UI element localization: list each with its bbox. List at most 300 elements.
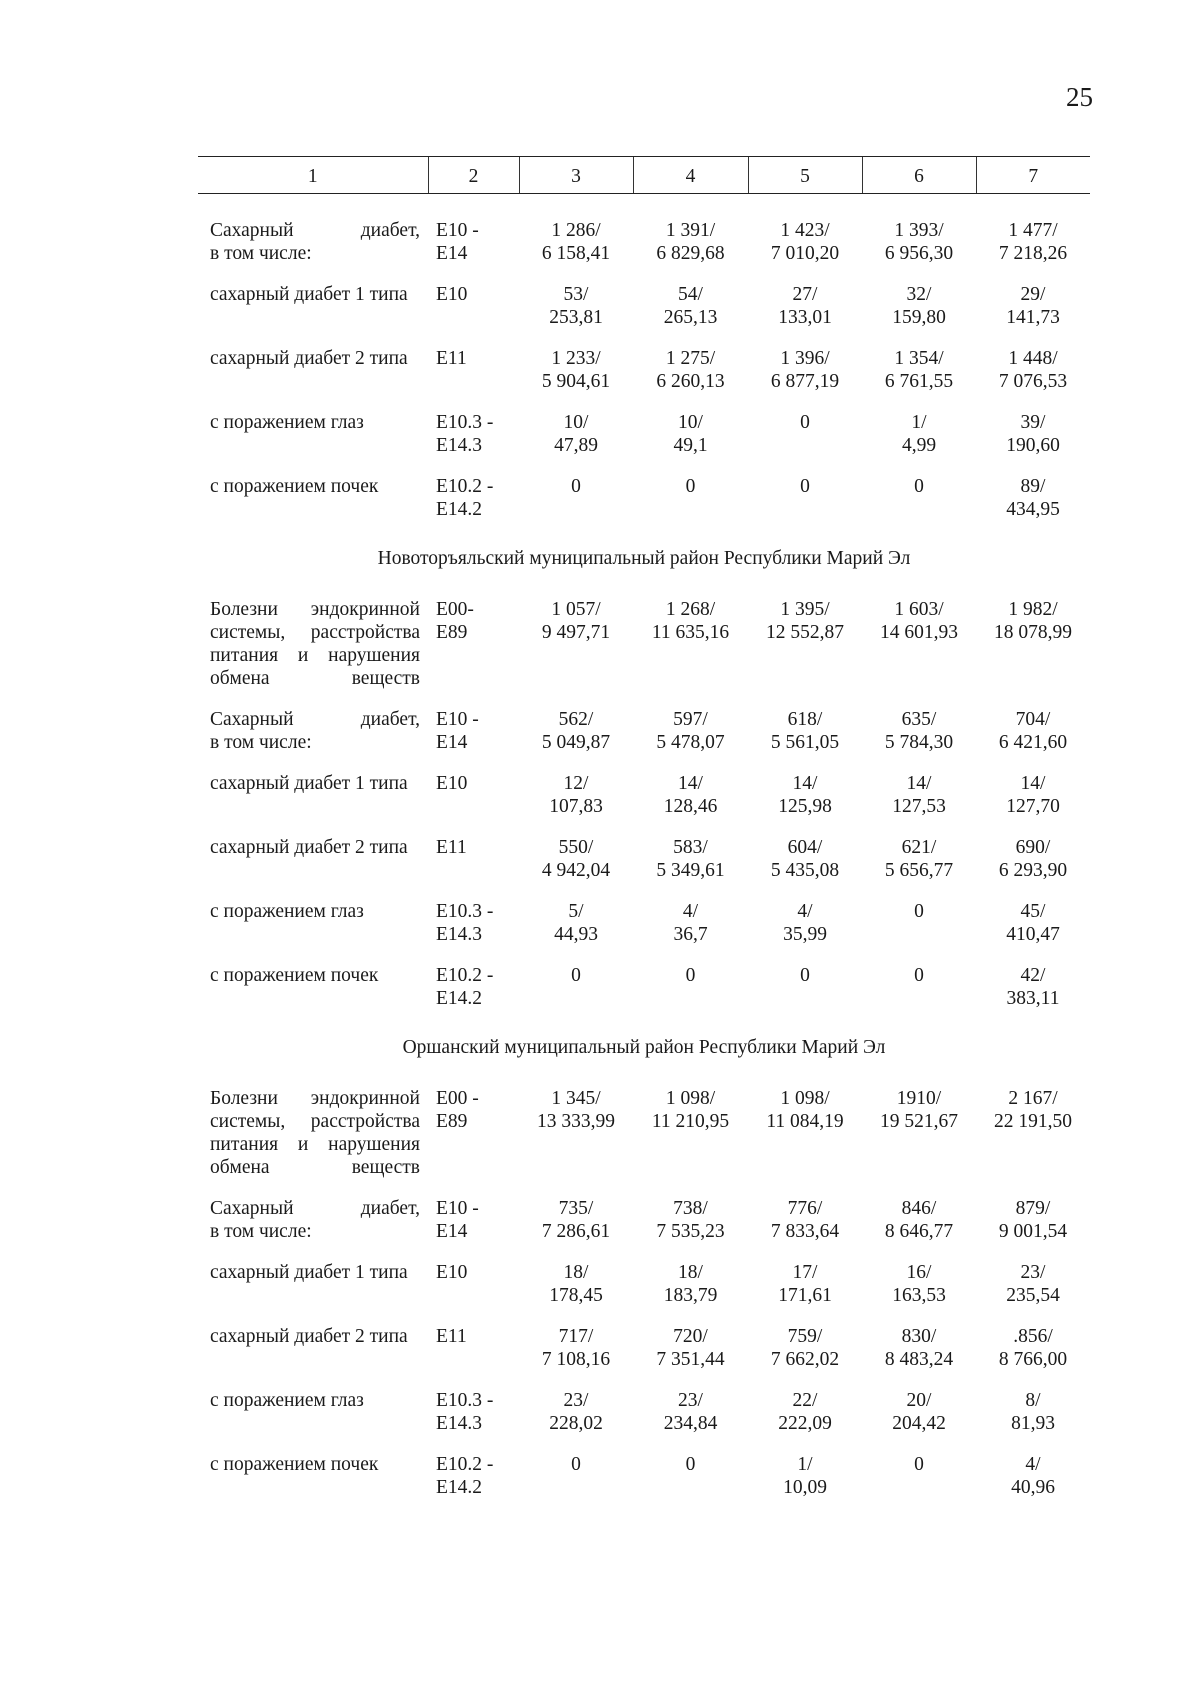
row-label-line: питания и нарушения bbox=[210, 645, 420, 666]
value-cell bbox=[976, 1197, 1090, 1261]
value-cell bbox=[748, 283, 862, 347]
row-label-line: обмена веществ bbox=[210, 668, 420, 689]
rate-value: 7 662,02 bbox=[770, 1349, 840, 1370]
value-cell bbox=[633, 283, 748, 347]
absolute-value: 18/ bbox=[678, 1262, 703, 1283]
district-heading: Новоторъяльский муниципальный район Республики Марий Эл bbox=[377, 548, 911, 569]
rate-value: 7 076,53 bbox=[998, 371, 1068, 392]
table-row bbox=[198, 1325, 1090, 1389]
absolute-value: 2 167/ bbox=[1008, 1088, 1058, 1109]
icd-code-line: E11 bbox=[436, 837, 467, 858]
row-label-cell bbox=[198, 900, 428, 964]
icd-code-cell bbox=[428, 283, 519, 347]
absolute-value: 32/ bbox=[906, 284, 932, 305]
absolute-value: 0 bbox=[800, 476, 810, 497]
rate-value: 159,80 bbox=[892, 307, 946, 328]
value-cell bbox=[862, 475, 976, 539]
absolute-value: 0 bbox=[914, 476, 924, 497]
absolute-value: 22/ bbox=[792, 1390, 818, 1411]
row-label-cell bbox=[198, 194, 428, 284]
row-label-line: с поражением глаз bbox=[210, 901, 364, 922]
rate-value: 4 942,04 bbox=[541, 860, 611, 881]
icd-code-cell bbox=[428, 347, 519, 411]
value-cell bbox=[519, 598, 633, 708]
value-cell bbox=[976, 598, 1090, 708]
value-cell bbox=[633, 194, 748, 284]
absolute-value: 690/ bbox=[1015, 837, 1051, 858]
rate-value: 265,13 bbox=[663, 307, 718, 328]
rate-value: 5 349,61 bbox=[656, 860, 725, 881]
table-row bbox=[198, 964, 1090, 1028]
value-cell bbox=[748, 1325, 862, 1389]
icd-code-line: E14.3 bbox=[436, 435, 483, 456]
icd-code-line: E10.2 - bbox=[436, 965, 494, 986]
absolute-value: 717/ bbox=[558, 1326, 594, 1347]
rate-value: 178,45 bbox=[549, 1285, 603, 1306]
row-label-line: сахарный диабет 2 типа bbox=[210, 1326, 408, 1347]
rate-value: 5 435,08 bbox=[770, 860, 840, 881]
rate-value: 6 293,90 bbox=[998, 860, 1068, 881]
row-label-cell bbox=[198, 475, 428, 539]
value-cell bbox=[976, 836, 1090, 900]
rate-value: 410,47 bbox=[1006, 924, 1060, 945]
value-cell bbox=[633, 411, 748, 475]
row-label-cell bbox=[198, 347, 428, 411]
column-header: 5 bbox=[748, 157, 862, 194]
table-row bbox=[198, 411, 1090, 475]
value-cell bbox=[976, 1389, 1090, 1453]
absolute-value: 39/ bbox=[1020, 412, 1046, 433]
value-cell bbox=[748, 708, 862, 772]
row-label-cell bbox=[198, 1389, 428, 1453]
absolute-value: 621/ bbox=[901, 837, 937, 858]
row-label-line: сахарный диабет 2 типа bbox=[210, 837, 408, 858]
rate-value: 253,81 bbox=[549, 307, 603, 328]
column-header: 3 bbox=[519, 157, 633, 194]
absolute-value: 1 275/ bbox=[665, 348, 716, 369]
table-row bbox=[198, 1389, 1090, 1453]
absolute-value: 54/ bbox=[678, 284, 703, 305]
icd-code-line: E14.3 bbox=[436, 924, 483, 945]
rate-value: 5 478,07 bbox=[656, 732, 725, 753]
value-cell bbox=[519, 836, 633, 900]
absolute-value: 1 477/ bbox=[1008, 220, 1058, 241]
district-heading-row bbox=[198, 539, 1090, 598]
icd-code-cell bbox=[428, 1453, 519, 1517]
row-label-cell bbox=[198, 708, 428, 772]
absolute-value: 0 bbox=[914, 901, 924, 922]
value-cell bbox=[862, 194, 976, 284]
rate-value: 8 646,77 bbox=[884, 1221, 954, 1242]
absolute-value: 846/ bbox=[901, 1198, 937, 1219]
column-header: 4 bbox=[633, 157, 748, 194]
icd-code-line: E14.3 bbox=[436, 1413, 483, 1434]
absolute-value: 759/ bbox=[787, 1326, 823, 1347]
value-cell bbox=[748, 1087, 862, 1197]
district-heading: Оршанский муниципальный район Республики Марий Эл bbox=[402, 1037, 886, 1058]
rate-value: 11 210,95 bbox=[651, 1111, 730, 1132]
value-cell bbox=[519, 411, 633, 475]
value-cell bbox=[519, 475, 633, 539]
value-cell bbox=[862, 836, 976, 900]
value-cell bbox=[519, 772, 633, 836]
absolute-value: 1 098/ bbox=[780, 1088, 830, 1109]
icd-code-cell bbox=[428, 708, 519, 772]
rate-value: 11 635,16 bbox=[651, 622, 730, 643]
rate-value: 9 001,54 bbox=[998, 1221, 1068, 1242]
icd-code-cell bbox=[428, 411, 519, 475]
row-label-line: сахарный диабет 1 типа bbox=[210, 1262, 408, 1283]
value-cell bbox=[976, 1261, 1090, 1325]
absolute-value: 5/ bbox=[568, 901, 584, 922]
rate-value: 128,46 bbox=[663, 796, 718, 817]
value-cell bbox=[976, 900, 1090, 964]
column-header: 6 bbox=[862, 157, 976, 194]
rate-value: 6 421,60 bbox=[998, 732, 1068, 753]
absolute-value: 1 393/ bbox=[894, 220, 944, 241]
absolute-value: .856/ bbox=[1013, 1326, 1053, 1347]
rate-value: 141,73 bbox=[1006, 307, 1060, 328]
absolute-value: 0 bbox=[571, 476, 581, 497]
value-cell bbox=[633, 964, 748, 1028]
rate-value: 8 483,24 bbox=[884, 1349, 954, 1370]
rate-value: 7 535,23 bbox=[656, 1221, 725, 1242]
icd-code-cell bbox=[428, 964, 519, 1028]
rate-value: 36,7 bbox=[673, 924, 708, 945]
value-cell bbox=[862, 598, 976, 708]
value-cell bbox=[633, 1453, 748, 1517]
value-cell bbox=[748, 475, 862, 539]
row-label-cell bbox=[198, 283, 428, 347]
absolute-value: 0 bbox=[685, 1454, 696, 1475]
value-cell bbox=[519, 1197, 633, 1261]
absolute-value: 1 345/ bbox=[551, 1088, 601, 1109]
rate-value: 22 191,50 bbox=[994, 1111, 1072, 1132]
value-cell bbox=[862, 1197, 976, 1261]
rate-value: 127,70 bbox=[1006, 796, 1060, 817]
absolute-value: 1 448/ bbox=[1008, 348, 1058, 369]
absolute-value: 1 396/ bbox=[780, 348, 830, 369]
rate-value: 6 829,68 bbox=[656, 243, 725, 264]
row-label-line: питания и нарушения bbox=[210, 1134, 420, 1155]
absolute-value: 1 603/ bbox=[894, 599, 944, 620]
absolute-value: 20/ bbox=[906, 1390, 932, 1411]
row-label-cell bbox=[198, 1453, 428, 1517]
value-cell bbox=[862, 1261, 976, 1325]
icd-code-line: E10.3 - bbox=[436, 1390, 494, 1411]
icd-code-line: E89 bbox=[436, 1111, 468, 1132]
row-label-line: с поражением почек bbox=[210, 965, 379, 986]
rate-value: 6 761,55 bbox=[884, 371, 954, 392]
rate-value: 40,96 bbox=[1011, 1477, 1055, 1498]
value-cell bbox=[519, 964, 633, 1028]
table-row bbox=[198, 1261, 1090, 1325]
value-cell bbox=[633, 708, 748, 772]
icd-code-cell bbox=[428, 836, 519, 900]
absolute-value: 604/ bbox=[787, 837, 823, 858]
rate-value: 12 552,87 bbox=[766, 622, 844, 643]
rate-value: 183,79 bbox=[663, 1285, 718, 1306]
value-cell bbox=[976, 772, 1090, 836]
row-label-line: в том числе: bbox=[210, 732, 312, 753]
rate-value: 6 877,19 bbox=[770, 371, 840, 392]
value-cell bbox=[976, 347, 1090, 411]
rate-value: 204,42 bbox=[892, 1413, 946, 1434]
absolute-value: 583/ bbox=[673, 837, 708, 858]
value-cell bbox=[633, 1325, 748, 1389]
value-cell bbox=[862, 283, 976, 347]
value-cell bbox=[862, 1389, 976, 1453]
value-cell bbox=[976, 1453, 1090, 1517]
table-row bbox=[198, 1087, 1090, 1197]
absolute-value: 1 286/ bbox=[551, 220, 601, 241]
rate-value: 19 521,67 bbox=[880, 1111, 958, 1132]
table-row bbox=[198, 1197, 1090, 1261]
row-label-cell bbox=[198, 411, 428, 475]
value-cell bbox=[976, 194, 1090, 284]
value-cell bbox=[976, 1087, 1090, 1197]
value-cell bbox=[748, 194, 862, 284]
absolute-value: 53/ bbox=[563, 284, 589, 305]
icd-code-line: E14.2 bbox=[436, 988, 483, 1009]
rate-value: 5 049,87 bbox=[541, 732, 611, 753]
value-cell bbox=[633, 1087, 748, 1197]
row-label-line: с поражением почек bbox=[210, 1454, 379, 1475]
icd-code-line: E14 bbox=[436, 732, 468, 753]
row-label-line: в том числе: bbox=[210, 1221, 312, 1242]
absolute-value: 4/ bbox=[682, 901, 699, 922]
absolute-value: 1 268/ bbox=[665, 599, 716, 620]
row-label-line: Сахарный диабет, bbox=[210, 1198, 420, 1219]
icd-code-cell bbox=[428, 475, 519, 539]
icd-code-line: E10.3 - bbox=[436, 901, 494, 922]
value-cell bbox=[519, 1325, 633, 1389]
icd-code-line: E14.2 bbox=[436, 499, 483, 520]
icd-code-line: E10 - bbox=[436, 1198, 479, 1219]
value-cell bbox=[748, 1197, 862, 1261]
rate-value: 7 833,64 bbox=[770, 1221, 840, 1242]
absolute-value: 720/ bbox=[673, 1326, 708, 1347]
icd-code-line: E11 bbox=[436, 1326, 467, 1347]
absolute-value: 1910/ bbox=[896, 1088, 942, 1109]
value-cell bbox=[748, 1389, 862, 1453]
row-label-line: сахарный диабет 2 типа bbox=[210, 348, 408, 369]
table-body bbox=[198, 194, 1090, 1518]
rate-value: 228,02 bbox=[549, 1413, 603, 1434]
absolute-value: 0 bbox=[571, 1454, 581, 1475]
icd-code-cell bbox=[428, 1087, 519, 1197]
value-cell bbox=[519, 900, 633, 964]
value-cell bbox=[976, 283, 1090, 347]
icd-code-cell bbox=[428, 598, 519, 708]
absolute-value: 738/ bbox=[673, 1198, 708, 1219]
absolute-value: 42/ bbox=[1020, 965, 1046, 986]
rate-value: 5 561,05 bbox=[770, 732, 840, 753]
rate-value: 49,1 bbox=[673, 435, 708, 456]
rate-value: 13 333,99 bbox=[537, 1111, 615, 1132]
value-cell bbox=[976, 475, 1090, 539]
value-cell bbox=[633, 836, 748, 900]
table-row bbox=[198, 283, 1090, 347]
icd-code-line: E14.2 bbox=[436, 1477, 483, 1498]
rate-value: 11 084,19 bbox=[766, 1111, 844, 1132]
rate-value: 10,09 bbox=[783, 1477, 827, 1498]
absolute-value: 14/ bbox=[678, 773, 703, 794]
icd-code-line: E14 bbox=[436, 1221, 468, 1242]
value-cell bbox=[976, 708, 1090, 772]
absolute-value: 1 391/ bbox=[665, 220, 716, 241]
icd-code-line: E00 - bbox=[436, 1088, 479, 1109]
rate-value: 107,83 bbox=[549, 796, 603, 817]
absolute-value: 14/ bbox=[906, 773, 932, 794]
value-cell bbox=[748, 411, 862, 475]
value-cell bbox=[862, 1453, 976, 1517]
icd-code-line: E10 bbox=[436, 1262, 468, 1283]
absolute-value: 4/ bbox=[1025, 1454, 1041, 1475]
absolute-value: 830/ bbox=[901, 1326, 937, 1347]
icd-code-line: E00- bbox=[436, 599, 474, 620]
rate-value: 4,99 bbox=[901, 435, 937, 456]
absolute-value: 1 057/ bbox=[551, 599, 601, 620]
value-cell bbox=[976, 1325, 1090, 1389]
value-cell bbox=[862, 411, 976, 475]
row-label-line: с поражением глаз bbox=[210, 412, 364, 433]
value-cell bbox=[633, 347, 748, 411]
icd-code-line: E10.2 - bbox=[436, 476, 494, 497]
row-label-cell bbox=[198, 1261, 428, 1325]
absolute-value: 735/ bbox=[558, 1198, 594, 1219]
absolute-value: 704/ bbox=[1015, 709, 1051, 730]
absolute-value: 0 bbox=[914, 1454, 924, 1475]
row-label-cell bbox=[198, 1087, 428, 1197]
icd-code-line: E89 bbox=[436, 622, 468, 643]
value-cell bbox=[633, 1389, 748, 1453]
row-label-line: обмена веществ bbox=[210, 1157, 420, 1178]
icd-code-cell bbox=[428, 900, 519, 964]
table-row bbox=[198, 347, 1090, 411]
icd-code-line: E10 bbox=[436, 773, 468, 794]
rate-value: 6 956,30 bbox=[884, 243, 954, 264]
row-label-line: Болезни эндокринной bbox=[210, 599, 420, 620]
district-heading-row bbox=[198, 1028, 1090, 1087]
table-row bbox=[198, 772, 1090, 836]
absolute-value: 23/ bbox=[678, 1390, 703, 1411]
value-cell bbox=[748, 598, 862, 708]
row-label-line: с поражением почек bbox=[210, 476, 379, 497]
absolute-value: 1 354/ bbox=[894, 348, 944, 369]
value-cell bbox=[633, 1197, 748, 1261]
rate-value: 47,89 bbox=[554, 435, 598, 456]
column-header: 1 bbox=[198, 157, 428, 194]
absolute-value: 0 bbox=[685, 965, 696, 986]
value-cell bbox=[519, 1087, 633, 1197]
absolute-value: 0 bbox=[685, 476, 696, 497]
absolute-value: 29/ bbox=[1020, 284, 1046, 305]
value-cell bbox=[519, 1389, 633, 1453]
absolute-value: 23/ bbox=[563, 1390, 589, 1411]
column-number-header-row bbox=[198, 157, 1090, 194]
absolute-value: 10/ bbox=[678, 412, 703, 433]
row-label-line: Сахарный диабет, bbox=[210, 220, 420, 241]
rate-value: 163,53 bbox=[892, 1285, 946, 1306]
row-label-line: системы, расстройства bbox=[210, 1111, 420, 1132]
rate-value: 133,01 bbox=[778, 307, 832, 328]
row-label-line: Сахарный диабет, bbox=[210, 709, 420, 730]
row-label-line: системы, расстройства bbox=[210, 622, 420, 643]
value-cell bbox=[748, 772, 862, 836]
rate-value: 7 108,16 bbox=[541, 1349, 611, 1370]
value-cell bbox=[748, 347, 862, 411]
absolute-value: 23/ bbox=[1020, 1262, 1046, 1283]
rate-value: 383,11 bbox=[1006, 988, 1060, 1009]
value-cell bbox=[519, 708, 633, 772]
absolute-value: 27/ bbox=[792, 284, 818, 305]
value-cell bbox=[633, 1261, 748, 1325]
rate-value: 6 260,13 bbox=[656, 371, 725, 392]
rate-value: 434,95 bbox=[1006, 499, 1060, 520]
rate-value: 6 158,41 bbox=[541, 243, 611, 264]
row-label-line: сахарный диабет 1 типа bbox=[210, 284, 408, 305]
rate-value: 7 286,61 bbox=[541, 1221, 611, 1242]
absolute-value: 0 bbox=[914, 965, 924, 986]
absolute-value: 562/ bbox=[558, 709, 594, 730]
value-cell bbox=[862, 772, 976, 836]
column-header: 7 bbox=[976, 157, 1090, 194]
column-header: 2 bbox=[428, 157, 519, 194]
rate-value: 7 218,26 bbox=[998, 243, 1068, 264]
absolute-value: 597/ bbox=[673, 709, 708, 730]
icd-code-cell bbox=[428, 1389, 519, 1453]
absolute-value: 14/ bbox=[792, 773, 818, 794]
value-cell bbox=[862, 964, 976, 1028]
rate-value: 9 497,71 bbox=[541, 622, 611, 643]
rate-value: 81,93 bbox=[1011, 1413, 1055, 1434]
absolute-value: 1 982/ bbox=[1008, 599, 1058, 620]
absolute-value: 0 bbox=[571, 965, 581, 986]
absolute-value: 1/ bbox=[911, 412, 927, 433]
absolute-value: 1/ bbox=[797, 1454, 813, 1475]
rate-value: 8 766,00 bbox=[998, 1349, 1068, 1370]
absolute-value: 10/ bbox=[563, 412, 589, 433]
table-row bbox=[198, 475, 1090, 539]
value-cell bbox=[862, 900, 976, 964]
icd-code-cell bbox=[428, 1261, 519, 1325]
icd-code-line: E10 - bbox=[436, 220, 479, 241]
rate-value: 5 784,30 bbox=[884, 732, 954, 753]
value-cell bbox=[519, 194, 633, 284]
rate-value: 234,84 bbox=[663, 1413, 718, 1434]
table-row bbox=[198, 836, 1090, 900]
value-cell bbox=[519, 347, 633, 411]
icd-code-line: E10.3 - bbox=[436, 412, 494, 433]
table-row bbox=[198, 708, 1090, 772]
rate-value: 44,93 bbox=[554, 924, 598, 945]
absolute-value: 550/ bbox=[558, 837, 594, 858]
value-cell bbox=[748, 836, 862, 900]
absolute-value: 17/ bbox=[792, 1262, 818, 1283]
value-cell bbox=[862, 708, 976, 772]
icd-code-cell bbox=[428, 772, 519, 836]
rate-value: 7 351,44 bbox=[656, 1349, 725, 1370]
value-cell bbox=[748, 964, 862, 1028]
row-label-cell bbox=[198, 1325, 428, 1389]
row-label-line: в том числе: bbox=[210, 243, 312, 264]
absolute-value: 4/ bbox=[797, 901, 813, 922]
rate-value: 190,60 bbox=[1006, 435, 1060, 456]
rate-value: 171,61 bbox=[778, 1285, 832, 1306]
value-cell bbox=[976, 411, 1090, 475]
absolute-value: 776/ bbox=[787, 1198, 823, 1219]
